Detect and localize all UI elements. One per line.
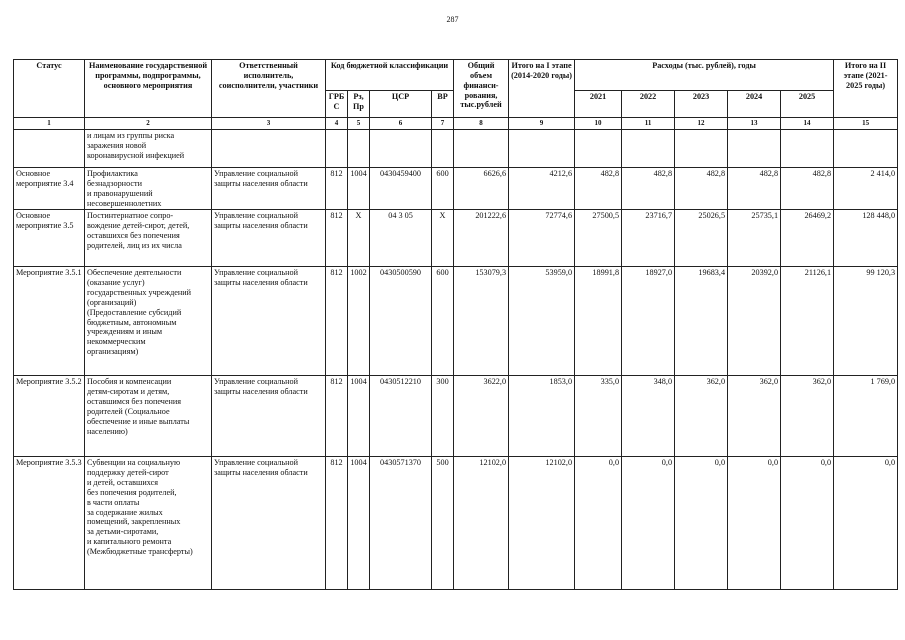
cell-status <box>14 130 85 168</box>
cell-2025: 21126,1 <box>781 267 834 376</box>
col-number: 3 <box>212 118 326 130</box>
cell-2024 <box>728 130 781 168</box>
header-year-2025: 2025 <box>781 91 834 118</box>
cell-grbs: 812 <box>326 210 348 267</box>
col-number: 2 <box>85 118 212 130</box>
cell-responsible <box>212 130 326 168</box>
cell-stage1 <box>509 130 575 168</box>
cell-stage1: 12102,0 <box>509 457 575 590</box>
cell-name: и лицам из группы риска заражения новой коронавирусной инфекцией <box>85 130 212 168</box>
column-number-row <box>14 118 898 130</box>
cell-total: 12102,0 <box>454 457 509 590</box>
header-vr: ВР <box>432 91 454 118</box>
cell-2025: 482,8 <box>781 168 834 210</box>
header-year-2023: 2023 <box>675 91 728 118</box>
cell-stage1: 4212,6 <box>509 168 575 210</box>
cell-total <box>454 130 509 168</box>
cell-vr: 600 <box>432 267 454 376</box>
cell-rzpr: 1004 <box>348 376 370 457</box>
cell-csr <box>370 130 432 168</box>
budget-table <box>13 59 898 590</box>
col-number: 4 <box>326 118 348 130</box>
cell-2021: 27500,5 <box>575 210 622 267</box>
header-year-2024: 2024 <box>728 91 781 118</box>
cell-csr: 04 3 05 <box>370 210 432 267</box>
header-stage1: Итого на I этапе (2014-2020 годы) <box>509 60 575 118</box>
col-number: 15 <box>834 118 898 130</box>
header-rzpr: Рз, Пр <box>348 91 370 118</box>
cell-total: 153079,3 <box>454 267 509 376</box>
cell-grbs <box>326 130 348 168</box>
cell-rzpr: 1004 <box>348 168 370 210</box>
cell-csr: 0430512210 <box>370 376 432 457</box>
cell-total: 3622,0 <box>454 376 509 457</box>
cell-stage2: 128 448,0 <box>834 210 898 267</box>
table-row <box>14 130 898 168</box>
page-number: 287 <box>446 15 459 24</box>
header-budget-code: Код бюджетной классификации <box>326 60 454 91</box>
header-total-volume: Общий объем финанси-рования, тыс.рублей <box>454 60 509 118</box>
cell-status: Мероприятие 3.5.2 <box>14 376 85 457</box>
cell-2023: 25026,5 <box>675 210 728 267</box>
col-number: 6 <box>370 118 432 130</box>
cell-stage2 <box>834 130 898 168</box>
cell-name: Постинтернатное сопро- вождение детей-сирот, детей, оставшихся без попечения родителей, лиц из их числа <box>85 210 212 267</box>
cell-2021 <box>575 130 622 168</box>
cell-stage2: 0,0 <box>834 457 898 590</box>
cell-csr: 0430571370 <box>370 457 432 590</box>
cell-2022: 0,0 <box>622 457 675 590</box>
cell-rzpr: 1004 <box>348 457 370 590</box>
cell-vr: 500 <box>432 457 454 590</box>
cell-2024: 0,0 <box>728 457 781 590</box>
cell-total: 201222,6 <box>454 210 509 267</box>
cell-vr: 300 <box>432 376 454 457</box>
cell-2024: 482,8 <box>728 168 781 210</box>
cell-2022: 482,8 <box>622 168 675 210</box>
cell-stage1: 53959,0 <box>509 267 575 376</box>
cell-grbs: 812 <box>326 376 348 457</box>
header-responsible: Ответственный исполнитель, соисполнители, участники <box>212 60 326 118</box>
cell-2023: 482,8 <box>675 168 728 210</box>
header-csr: ЦСР <box>370 91 432 118</box>
header-expenses: Расходы (тыс. рублей), годы <box>575 60 834 91</box>
cell-2024: 20392,0 <box>728 267 781 376</box>
cell-2021: 482,8 <box>575 168 622 210</box>
header-status: Статус <box>14 60 85 118</box>
col-number: 12 <box>675 118 728 130</box>
cell-2022: 23716,7 <box>622 210 675 267</box>
cell-rzpr <box>348 130 370 168</box>
cell-responsible: Управление социальной защиты населения области <box>212 267 326 376</box>
col-number: 5 <box>348 118 370 130</box>
cell-responsible: Управление социальной защиты населения области <box>212 210 326 267</box>
cell-2021: 0,0 <box>575 457 622 590</box>
cell-responsible: Управление социальной защиты населения области <box>212 168 326 210</box>
cell-rzpr: 1002 <box>348 267 370 376</box>
col-number: 7 <box>432 118 454 130</box>
cell-status: Мероприятие 3.5.3 <box>14 457 85 590</box>
cell-status: Основное мероприятие 3.5 <box>14 210 85 267</box>
cell-rzpr: X <box>348 210 370 267</box>
cell-status: Основное мероприятие 3.4 <box>14 168 85 210</box>
cell-grbs: 812 <box>326 457 348 590</box>
cell-2021: 18991,8 <box>575 267 622 376</box>
col-number: 9 <box>509 118 575 130</box>
cell-stage2: 1 769,0 <box>834 376 898 457</box>
cell-stage1: 1853,0 <box>509 376 575 457</box>
cell-2025 <box>781 130 834 168</box>
cell-name: Пособия и компенсации детям-сиротам и детям, оставшимся без попечения родителей (Социальное обеспечение и иные выплаты населению) <box>85 376 212 457</box>
cell-2023: 362,0 <box>675 376 728 457</box>
cell-2025: 0,0 <box>781 457 834 590</box>
cell-2022: 18927,0 <box>622 267 675 376</box>
cell-2023: 0,0 <box>675 457 728 590</box>
cell-name: Обеспечение деятельности (оказание услуг) государственных учреждений (организаций) (Предоставление субсидий бюджетным, автономным учреждениям и иным некоммерческим организациям) <box>85 267 212 376</box>
col-number: 14 <box>781 118 834 130</box>
cell-name: Субвенции на социальную поддержку детей-сирот и детей, оставшихся без попечения родителей, в части оплаты за содержание жилых помещений, закрепленных за детьми-сиротами, и капитального ремонта (Межбюджетные трансферты) <box>85 457 212 590</box>
cell-stage2: 99 120,3 <box>834 267 898 376</box>
table-row <box>14 457 898 590</box>
col-number: 1 <box>14 118 85 130</box>
cell-2025: 26469,2 <box>781 210 834 267</box>
cell-responsible: Управление социальной защиты населения области <box>212 376 326 457</box>
cell-vr: X <box>432 210 454 267</box>
cell-2022: 348,0 <box>622 376 675 457</box>
cell-2021: 335,0 <box>575 376 622 457</box>
cell-2023: 19683,4 <box>675 267 728 376</box>
table-row <box>14 168 898 210</box>
cell-2024: 362,0 <box>728 376 781 457</box>
table-row <box>14 376 898 457</box>
cell-2025: 362,0 <box>781 376 834 457</box>
cell-grbs: 812 <box>326 168 348 210</box>
cell-vr <box>432 130 454 168</box>
header-year-2022: 2022 <box>622 91 675 118</box>
cell-total: 6626,6 <box>454 168 509 210</box>
cell-grbs: 812 <box>326 267 348 376</box>
cell-status: Мероприятие 3.5.1 <box>14 267 85 376</box>
cell-2023 <box>675 130 728 168</box>
cell-2024: 25735,1 <box>728 210 781 267</box>
col-number: 8 <box>454 118 509 130</box>
col-number: 13 <box>728 118 781 130</box>
col-number: 10 <box>575 118 622 130</box>
cell-stage2: 2 414,0 <box>834 168 898 210</box>
header-grbs: ГРБ С <box>326 91 348 118</box>
header-stage2: Итого на II этапе (2021-2025 годы) <box>834 60 898 118</box>
cell-csr: 0430459400 <box>370 168 432 210</box>
col-number: 11 <box>622 118 675 130</box>
cell-name: Профилактика безнадзорности и правонарушений несовершеннолетних <box>85 168 212 210</box>
header-year-2021: 2021 <box>575 91 622 118</box>
cell-responsible: Управление социальной защиты населения области <box>212 457 326 590</box>
table-row <box>14 210 898 267</box>
table-row <box>14 267 898 376</box>
cell-vr: 600 <box>432 168 454 210</box>
cell-csr: 0430500590 <box>370 267 432 376</box>
header-name: Наименование государственной программы, подпрограммы, основного мероприятия <box>85 60 212 118</box>
cell-2022 <box>622 130 675 168</box>
cell-stage1: 72774,6 <box>509 210 575 267</box>
